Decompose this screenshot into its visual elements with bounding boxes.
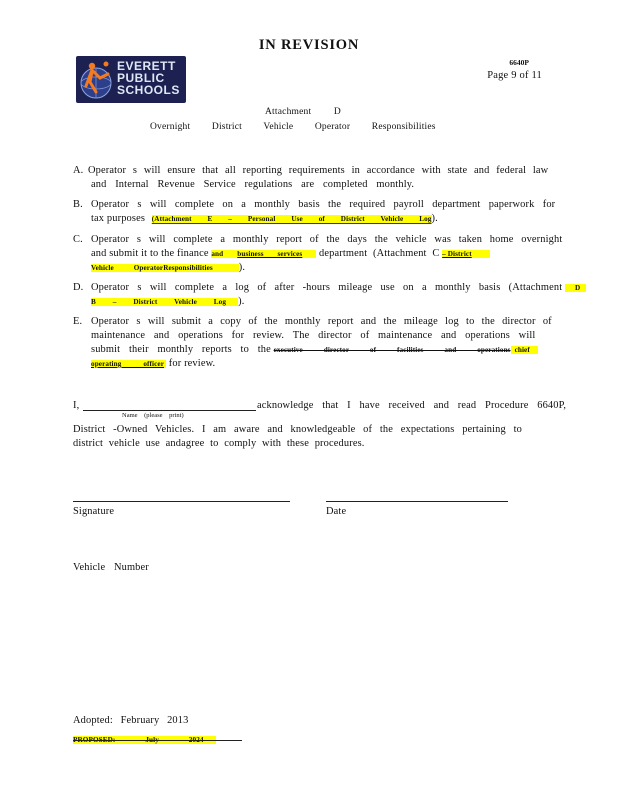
item-e-line2: maintenance and operations for review. The director of maintenance and operations will [91, 330, 536, 341]
attachment-label: Attachment D [265, 107, 341, 117]
inserted-business-services: business services [223, 250, 316, 258]
item-a-line1: Operator s will ensure that all reporting requirements in accordance with state and federal law [88, 165, 549, 176]
attachment-subtitle: Overnight District Vehicle Operator Responsibilities [150, 122, 436, 132]
item-b-marker: B. [73, 199, 83, 210]
item-c-line2-rest: department (Attachment C [319, 248, 440, 259]
name-underline [83, 410, 256, 411]
item-e-marker: E. [73, 316, 83, 327]
item-d-line1 [91, 281, 586, 295]
ack-line1: acknowledge that I have received and read Procedure 6640P, [257, 400, 567, 411]
item-e-line3-text: submit their monthly reports to the [91, 344, 271, 355]
signature-label: Signature [73, 506, 115, 517]
adopted-date: Adopted: February 2013 [73, 715, 189, 726]
signature-line[interactable] [73, 501, 290, 502]
item-c-close: ). [238, 262, 246, 273]
item-c-line1: Operator s will complete a monthly report of the days the vehicle was taken home overnight [91, 234, 563, 245]
inserted-chief: chief [511, 346, 538, 354]
district-logo [76, 56, 186, 103]
logo-word-schools: SCHOOLS [117, 83, 180, 97]
ack-line3: district vehicle use andagree to comply with these procedures. [73, 438, 365, 449]
ack-i: I, [73, 400, 80, 411]
inserted-operating-officer: operating officer [91, 360, 164, 368]
logo-word-everett: EVERETT [117, 59, 176, 73]
name-hint: Name (please print) [122, 412, 184, 419]
item-d-line1-text: Operator s will complete a log of after -hours mileage use on a monthly basis (Attachment [91, 282, 563, 293]
item-e-line4-text: for review. [168, 358, 216, 369]
item-d-marker: D. [73, 282, 84, 293]
vehicle-number-label: Vehicle Number [73, 562, 149, 573]
attachment-e-reference: (Attachment E – Personal Use of District Vehicle Log [151, 215, 432, 223]
proposed-text: PROPOSED: July 2024 [73, 736, 216, 744]
item-b-line2-text: tax purposes [91, 213, 146, 224]
item-a-line2: and Internal Revenue Service regulations are completed monthly. [91, 179, 415, 190]
item-e-line1: Operator s will submit a copy of the monthly report and the mileage log to the director of [91, 316, 552, 327]
item-b-close: ). [431, 213, 438, 224]
item-d-line2 [91, 295, 244, 309]
item-c-line2 [91, 247, 490, 261]
item-d-close: ). [238, 296, 245, 307]
proposed-underline [73, 740, 242, 741]
inserted-vehicle-operator-responsibilities: Vehicle OperatorResponsibilities [91, 264, 239, 272]
item-a-marker: A. [73, 165, 84, 176]
item-c-line3 [91, 261, 245, 275]
item-e-line4 [91, 357, 215, 371]
logo-emblem-icon [76, 56, 120, 103]
inserted-district: – District [442, 250, 490, 258]
ack-line2: District -Owned Vehicles. I am aware and knowledgeable of the expectations pertaining to [73, 424, 522, 435]
date-line[interactable] [326, 501, 508, 502]
item-c-line2-text: and submit it to the finance [91, 248, 209, 259]
inserted-district-vehicle-log: B – District Vehicle Log [91, 298, 238, 306]
revision-title: IN REVISION [258, 37, 360, 53]
inserted-and: and [211, 250, 224, 258]
item-c-marker: C. [73, 234, 83, 245]
item-b-line1: Operator s will complete on a monthly basis the required payroll department paperwork for [91, 199, 556, 210]
proposed-date [73, 729, 216, 747]
procedure-code: 6640P [509, 58, 529, 67]
struck-executive-director: executive director of facilities and operations [273, 346, 511, 354]
logo-word-public: PUBLIC [117, 71, 165, 85]
item-e-line3 [91, 343, 538, 357]
page-number: Page 9 of 11 [487, 70, 542, 81]
inserted-d: D [565, 284, 586, 292]
item-b-line2 [91, 212, 438, 226]
date-label: Date [326, 506, 347, 517]
